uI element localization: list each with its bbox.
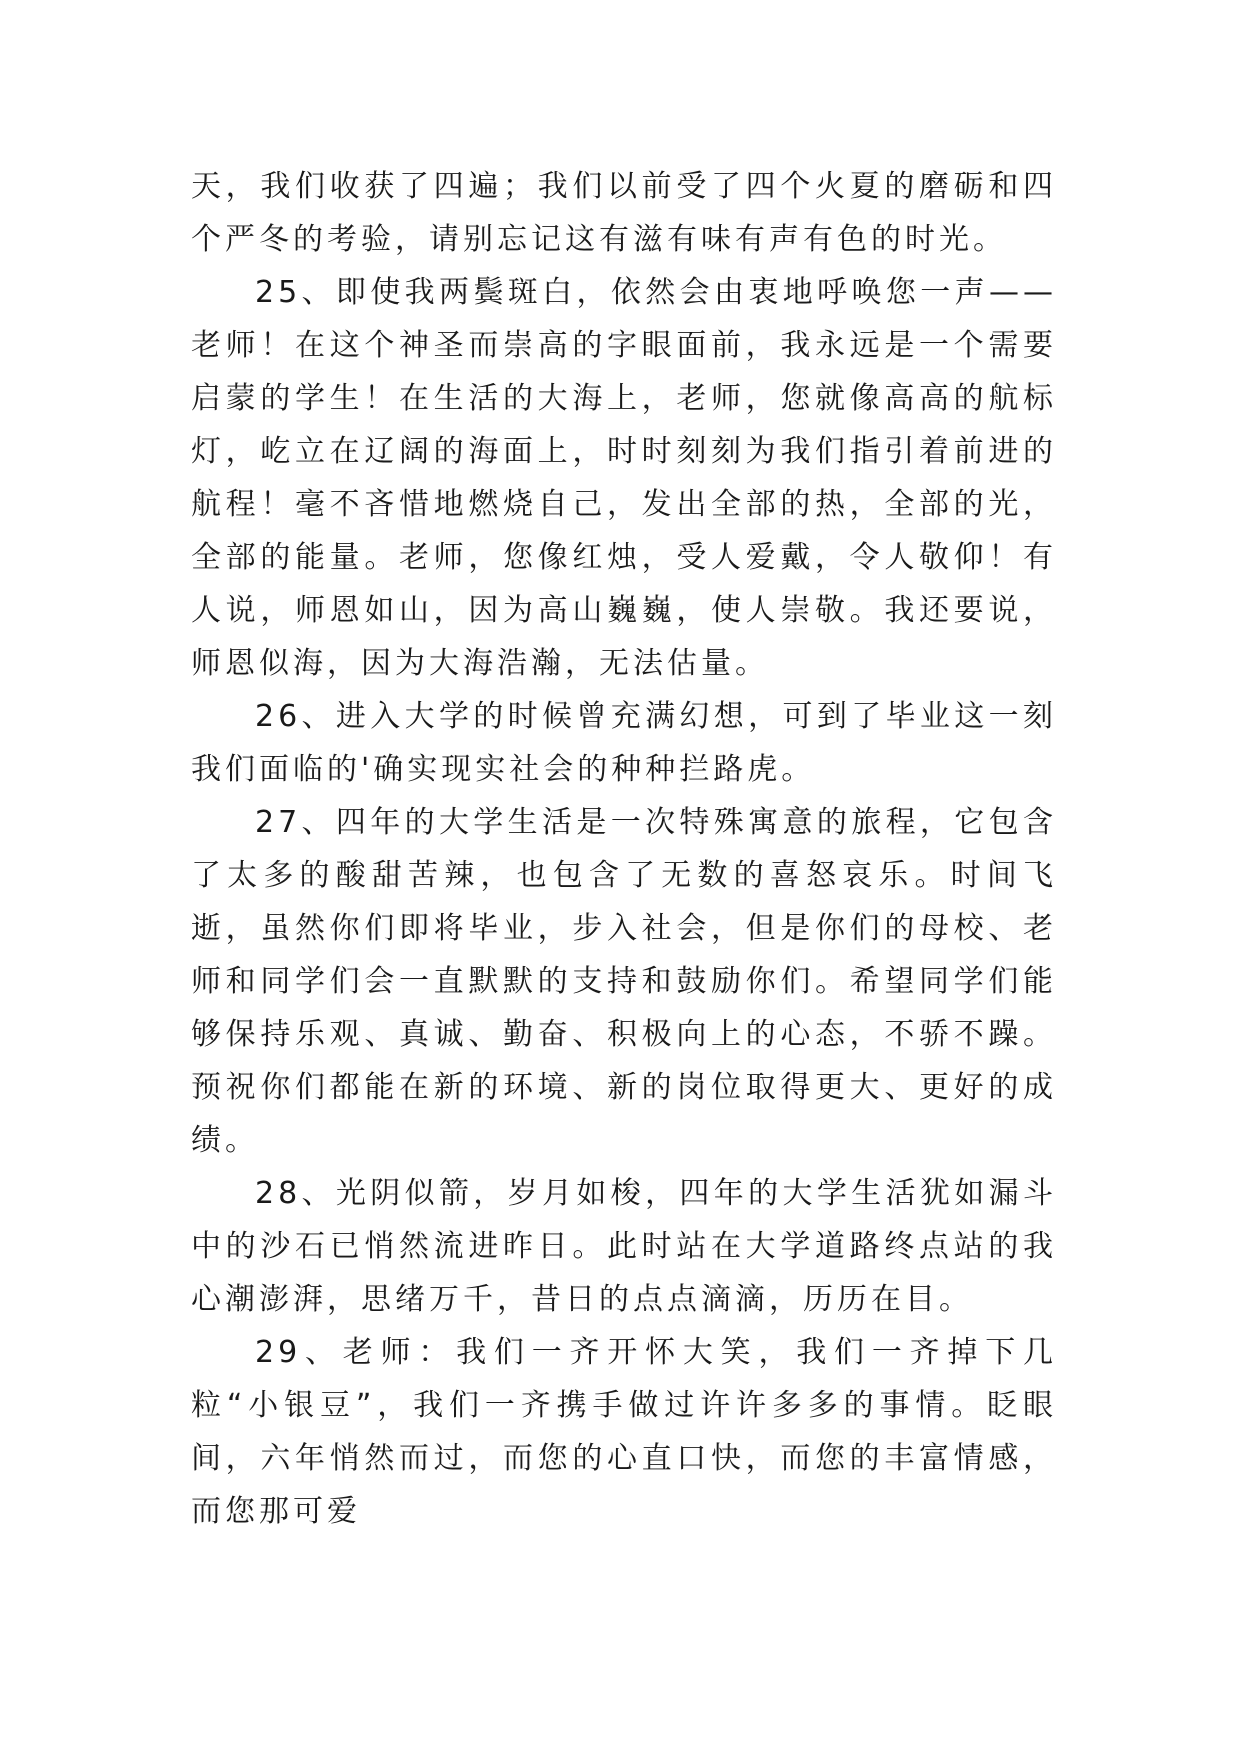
paragraph-26: 26、进入大学的时候曾充满幻想，可到了毕业这一刻我们面临的'确实现实社会的种种拦路虎。 bbox=[191, 699, 1057, 787]
paragraph-continuation: 天，我们收获了四遍；我们以前受了四个火夏的磨砺和四个严冬的考验，请别忘记这有滋有味有声有色的时光。 bbox=[191, 169, 1057, 257]
paragraph-28: 28、光阴似箭，岁月如梭，四年的大学生活犹如漏斗中的沙石已悄然流进昨日。此时站在大学道路终点站的我心潮澎湃，思绪万千，昔日的点点滴滴，历历在目。 bbox=[191, 1176, 1057, 1317]
paragraph-27: 27、四年的大学生活是一次特殊寓意的旅程，它包含了太多的酸甜苦辣，也包含了无数的喜怒哀乐。时间飞逝，虽然你们即将毕业，步入社会，但是你们的母校、老师和同学们会一直默默的支持和鼓励你们。希望同学们能够保持乐观、真诚、勤奋、积极向上的心态，不骄不躁。预祝你们都能在新的环境、新的岗位取得更大、更好的成绩。 bbox=[191, 805, 1057, 1158]
paragraph-25: 25、即使我两鬓斑白，依然会由衷地呼唤您一声——老师！在这个神圣而崇高的字眼面前，我永远是一个需要启蒙的学生！在生活的大海上，老师，您就像高高的航标灯，屹立在辽阔的海面上，时时刻刻为我们指引着前进的航程！毫不吝惜地燃烧自己，发出全部的热，全部的光，全部的能量。老师，您像红烛，受人爱戴，令人敬仰！有人说，师恩如山，因为高山巍巍，使人崇敬。我还要说，师恩似海，因为大海浩瀚，无法估量。 bbox=[191, 275, 1057, 681]
paragraph-29: 29、老师：我们一齐开怀大笑，我们一齐掉下几粒“小银豆”，我们一齐携手做过许许多多的事情。眨眼间，六年悄然而过，而您的心直口快，而您的丰富情感，而您那可爱 bbox=[191, 1335, 1057, 1529]
document-body bbox=[191, 160, 1057, 1538]
